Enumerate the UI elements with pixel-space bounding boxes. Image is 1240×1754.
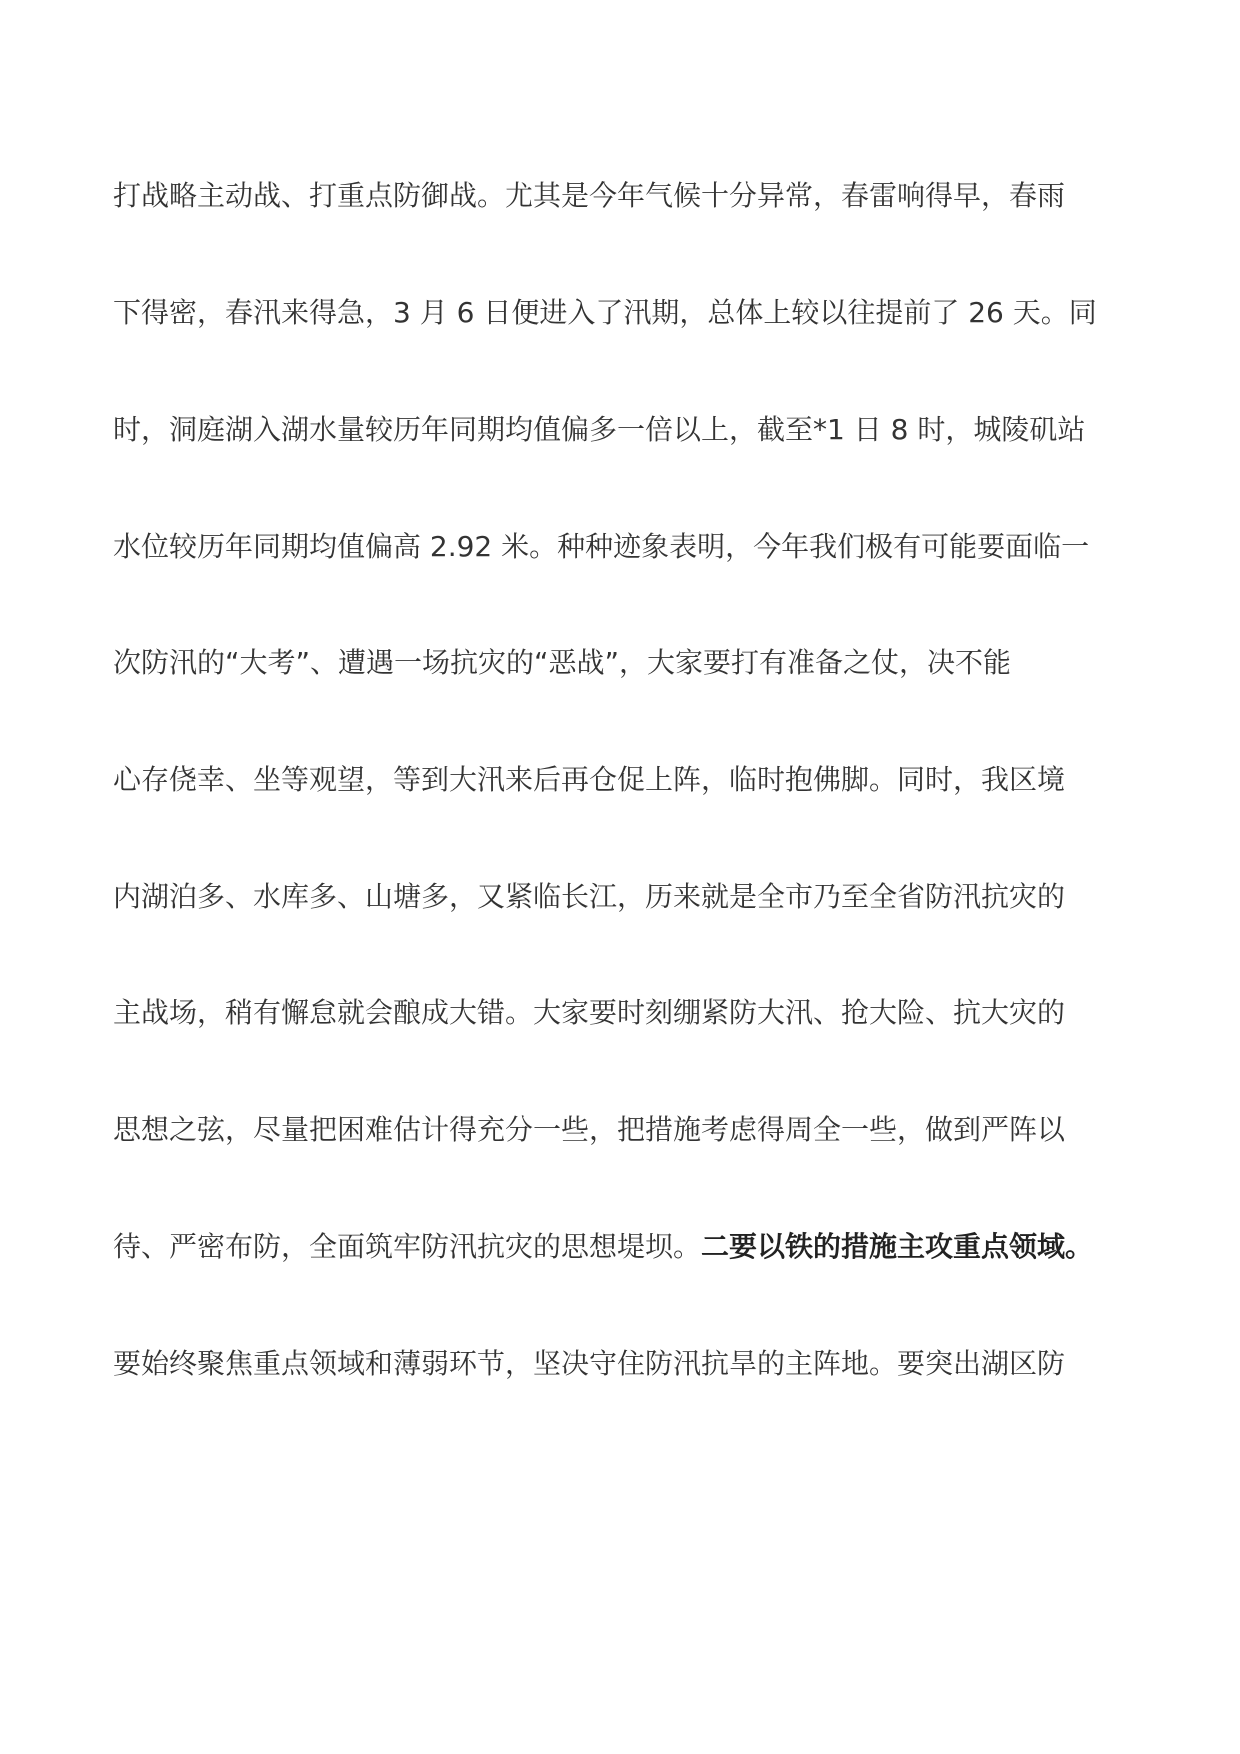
text-line: 心存侥幸、坐等观望，等到大汛来后再仓促上阵，临时抱佛脚。同时，我区境 — [113, 763, 1066, 796]
text-line: 思想之弦，尽量把困难估计得充分一些，把措施考虑得周全一些，做到严阵以 — [113, 1113, 1066, 1146]
text-line: 下得密，春汛来得急，3 月 6 日便进入了汛期，总体上较以往提前了 26 天。同 — [113, 296, 1097, 329]
text-line: 内湖泊多、水库多、山塘多，又紧临长江，历来就是全市乃至全省防汛抗灾的 — [113, 880, 1066, 913]
text-line: 主战场，稍有懈怠就会酿成大错。大家要时刻绷紧防大汛、抢大险、抗大灾的 — [113, 996, 1066, 1029]
text-line-mixed — [113, 1227, 1143, 1267]
text-line: 次防汛的“大考”、遭遇一场抗灾的“恶战”，大家要打有准备之仗，决不能 — [113, 646, 1012, 679]
text-line: 时，洞庭湖入湖水量较历年同期均值偏多一倍以上，截至*1 日 8 时，城陵矶站 — [113, 413, 1086, 446]
text-line: 水位较历年同期均值偏高 2.92 米。种种迹象表明，今年我们极有可能要面临一 — [113, 530, 1090, 563]
text-line: 要始终聚焦重点领域和薄弱环节，坚决守住防汛抗旱的主阵地。要突出湖区防 — [113, 1347, 1066, 1380]
text-line: 打战略主动战、打重点防御战。尤其是今年气候十分异常，春雷响得早，春雨 — [113, 179, 1066, 212]
bold-heading-segment: 二要以铁的措施主攻重点领域。 — [701, 1230, 1094, 1263]
text-segment: 待、严密布防，全面筑牢防汛抗灾的思想堤坝。 — [113, 1230, 702, 1263]
